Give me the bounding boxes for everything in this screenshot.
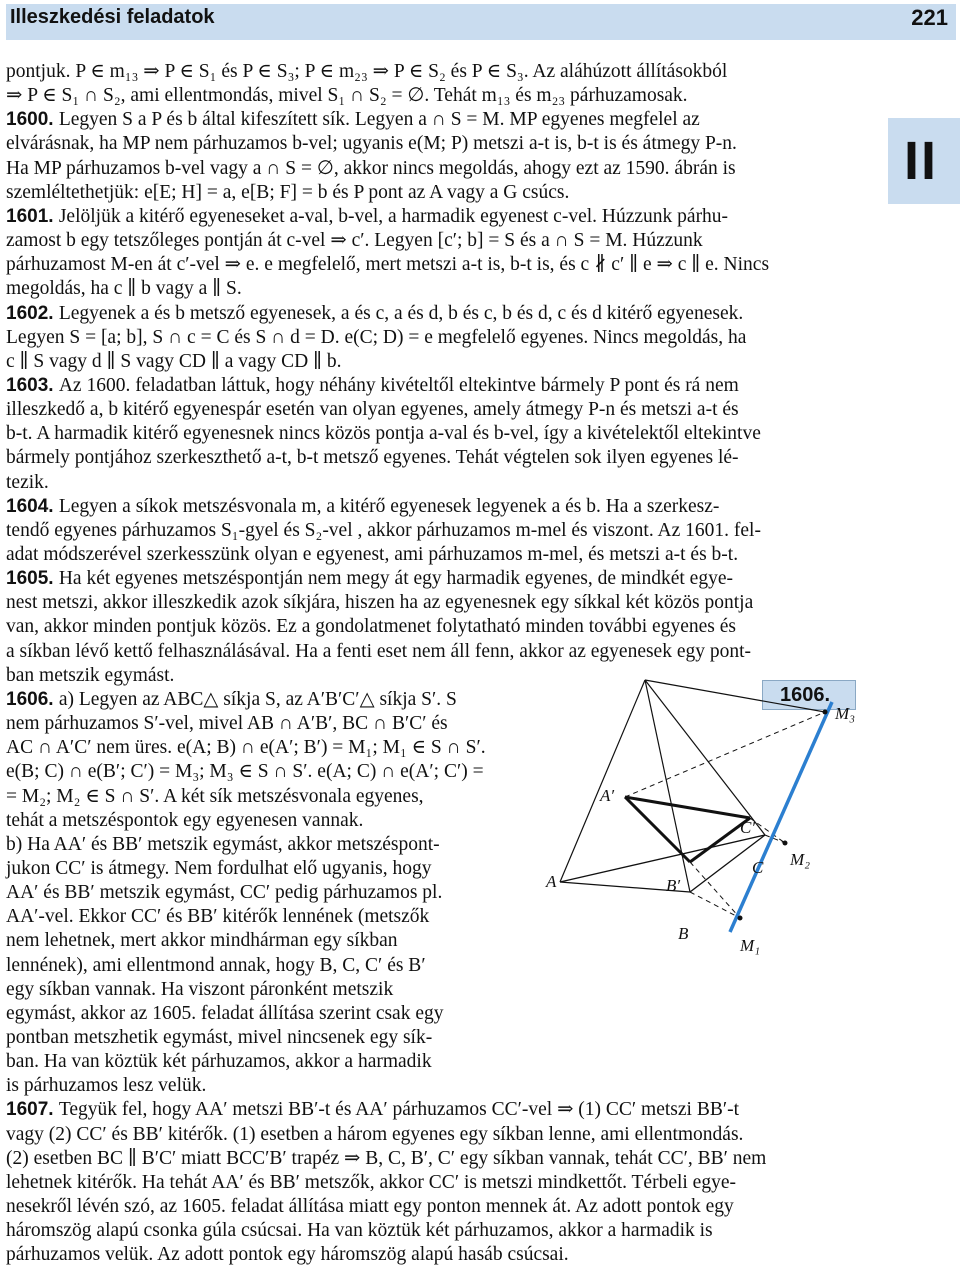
- text-line: egymást, akkor az 1605. feladat állítása szerint csak egy: [6, 1002, 444, 1024]
- point-m3: [823, 710, 828, 715]
- problem-text: Jelöljük a kitérő egyeneseket a-val, b-vel, a harmadik egyenest c-vel. Húzzunk párhu-: [58, 205, 729, 227]
- text-line: pontban metszhetik egymást, mivel nincsenek egy sík-: [6, 1027, 433, 1048]
- label-a-prime: A′: [600, 786, 615, 805]
- text-line: szemléltethetjük: e[E; H] = a, e[B; F] = b és P pont az A vagy a G csúcs.: [6, 181, 570, 203]
- text-line: [6, 205, 728, 229]
- text-line: is párhuzamos lesz velük.: [6, 1075, 207, 1097]
- label-m2: M₂: [790, 850, 811, 869]
- text-line: tendő egyenes párhuzamos S₁-gyel és S₂-vel , akkor párhuzamos m-mel és viszont. Az 1601. fel-: [6, 519, 761, 541]
- problem-number: 1601.: [6, 205, 59, 227]
- edge-apex-m3: [645, 680, 825, 712]
- problem-text: Tegyük fel, hogy AA′ metszi BB′-t és AA′ párhuzamos CC′-vel ⇒ (1) CC′ metszi BB′-t: [58, 1099, 740, 1121]
- text-line: bármely pontjához szerkeszthető a-t, b-t metsző egyenes. Tehát végtelen sok ilyen egyenes lé-: [6, 447, 739, 469]
- text-line: tezik.: [6, 471, 49, 493]
- point-m2: [783, 841, 788, 846]
- text-line: elvárásnak, ha MP nem párhuzamos b-vel; ugyanis e(M; P) metszi a-t is, b-t is és átmegy P-n.: [6, 133, 737, 155]
- label-m1: M₁: [740, 936, 761, 955]
- label-b: B: [678, 924, 689, 943]
- text-line: nem lehetnek, mert akkor mindhárman egy síkban: [6, 930, 398, 952]
- text-line: zamost b egy tetszőleges pontján át c-vel ⇒ c′. Legyen [c′; b] = S és a ∩ S = M. Húzzunk: [6, 230, 703, 252]
- problem-text: Ha két egyenes metszéspontján nem megy át egy harmadik egyenes, de mindkét egye-: [58, 568, 733, 590]
- text-line: AA′-vel. Ekkor CC′ és BB′ kitérők lennének (metszők: [6, 906, 430, 928]
- label-a: A: [546, 872, 557, 891]
- text-line: megoldás, ha c ∥ b vagy a ∥ S.: [6, 278, 242, 300]
- text-line: ban. Ha van köztük két párhuzamos, akkor a harmadik: [6, 1051, 432, 1073]
- text-line: a síkban lévő kettő felhasználásával. Ha a fenti eset nem áll fenn, akkor az egyenesek egy pont-: [6, 640, 752, 662]
- problem-text: Legyen a síkok metszésvonala m, a kitérő egyenesek legyenek a és b. Ha a szerkesz-: [58, 495, 720, 517]
- text-line: AA′ és BB′ metszik egymást, CC′ pedig párhuzamos pl.: [6, 882, 443, 904]
- text-line: nesekről lévén szó, az 1605. feladat állítása miatt egy ponton mennek át. Az adott pontok egy: [6, 1196, 734, 1218]
- label-c-prime: C′: [740, 818, 756, 837]
- text-line: ban metszik egymást.: [6, 664, 175, 686]
- text-line: ⇒ P ∈ S₁ ∩ S₂, ami ellentmondás, mivel S₁ ∩ S₂ = ∅. Tehát m₁₃ és m₂₃ párhuzamosak.: [6, 85, 688, 107]
- label-c: C: [752, 858, 764, 877]
- text-line: b) Ha AA′ és BB′ metszik egymást, akkor metszéspont-: [6, 833, 440, 855]
- problem-number: 1604.: [6, 495, 59, 517]
- ext-m1: [690, 892, 740, 918]
- text-line: párhuzamost M-en át c′-vel ⇒ e. e megfelelő, mert metszi a-t is, b-t is, és c ∦ c′ ∥ e ⇒ c ∥ e. Nincs: [6, 254, 770, 276]
- text-line: adat módszerével szerkesszünk olyan e egyenest, ami párhuzamos m-mel, és metszi a-t és b-t.: [6, 544, 739, 565]
- figure-diagram: [540, 660, 870, 990]
- text-line: [6, 567, 733, 591]
- text-line: lennének), ami ellentmond annak, hogy B, C, C′ és B′: [6, 954, 426, 976]
- text-line: Ha MP párhuzamos b-vel vagy a ∩ S = ∅, akkor nincs megoldás, ahogy ezt az 1590. ábrán is: [6, 157, 736, 179]
- text-line: c ∥ S vagy d ∥ S vagy CD ∥ a vagy CD ∥ b.: [6, 350, 342, 372]
- text-line: van, akkor minden pontjuk közös. Ez a gondolatmenet folytatható minden további egyenes és: [6, 616, 736, 638]
- text-line: [6, 688, 457, 712]
- text-line: egy síkban vannak. Ha viszont páronként metszik: [6, 978, 394, 1000]
- text-line: [6, 495, 719, 519]
- problem-number: 1606.: [6, 688, 59, 710]
- text-line: [6, 108, 700, 132]
- text-line: b-t. A harmadik kitérő egyenesnek nincs közös pontja a-val és b-vel, így a kivételektől eltekintve: [6, 423, 761, 445]
- text-line: nest metszi, akkor illeszkedik azok síkjára, hiszen ha az egyenesnek egy síkkal két közös pontja: [6, 592, 754, 614]
- label-m3: M₃: [835, 704, 856, 723]
- text-line: tehát a metszéspontok egy egyenesen vannak.: [6, 809, 364, 831]
- point-m1: [738, 916, 743, 921]
- edge-apex-a: [560, 680, 645, 882]
- text-line: illeszkedő a, b kitérő egyenespár esetén van olyan egyenes, amely átmegy P-n és metszi a-t és: [6, 399, 739, 421]
- page-number: 221: [911, 5, 948, 30]
- chapter-tab-label: II: [904, 131, 939, 191]
- problem-number: 1600.: [6, 109, 59, 131]
- problem-number: 1605.: [6, 568, 59, 590]
- figure-1606: [540, 660, 870, 990]
- text-line: [6, 1098, 739, 1122]
- text-line: vagy (2) CC′ és BB′ kitérők. (1) esetben a három egyenes egy síkban lenne, ami ellentmondás.: [6, 1123, 744, 1145]
- text-line: nem párhuzamos S′-vel, mivel AB ∩ A′B′, BC ∩ B′C′ és: [6, 713, 448, 735]
- text-line: = M₂; M₂ ∈ S ∩ S′. A két sík metszésvonala egyenes,: [6, 785, 424, 807]
- text-line: AC ∩ A′C′ nem üres. e(A; B) ∩ e(A′; B′) = M₁; M₁ ∈ S ∩ S′.: [6, 737, 486, 759]
- header-title: Illeszkedési feladatok: [10, 6, 215, 28]
- problem-number: 1602.: [6, 302, 59, 324]
- text-line: jukon CC′ is átmegy. Nem fordulhat elő ugyanis, hogy: [6, 857, 432, 879]
- label-b-prime: B′: [666, 876, 681, 895]
- text-line: [6, 302, 743, 326]
- problem-number: 1607.: [6, 1099, 59, 1121]
- text-line: e(B; C) ∩ e(B′; C′) = M₃; M₃ ∈ S ∩ S′. e(A; C) ∩ e(A′; C′) =: [6, 761, 484, 783]
- problem-text: Az 1600. feladatban láttuk, hogy néhány kivételtől eltekintve bármely P pont és rá nem: [58, 374, 739, 396]
- text-line: lehetnek kitérők. Ha tehát AA′ és BB′ metszők, akkor CC′ is metszi mindkettőt. Térbeli egye-: [6, 1171, 736, 1193]
- text-line: háromszög alapú csonka gúla csúcsai. Ha van köztük két párhuzamos, akkor a harmadik is: [6, 1220, 713, 1242]
- text-line: párhuzamos velük. Az adott pontok egy háromszög alapú hasáb csúcsai.: [6, 1244, 569, 1266]
- ext-m1b: [690, 862, 740, 918]
- problem-text: a) Legyen az ABC△ síkja S, az A′B′C′△ síkja S′. S: [58, 688, 457, 710]
- problem-text: Legyen S a P és b által kifeszített sík. Legyen a ∩ S = M. MP egyenes megfelel az: [58, 109, 700, 131]
- text-line: (2) esetben BC ∥ B′C′ miatt BCC′B′ trapéz ⇒ B, C, B′, C′ egy síkban vannak, tehát CC′, BB′ nem: [6, 1147, 767, 1169]
- problem-number: 1603.: [6, 374, 59, 396]
- text-line: pontjuk. P ∈ m₁₃ ⇒ P ∈ S₁ és P ∈ S₃; P ∈ m₂₃ ⇒ P ∈ S₂ és P ∈ S₃. Az aláhúzott állításokból: [6, 61, 728, 82]
- text-line: Legyen S = [a; b], S ∩ c = C és S ∩ d = D. e(C; D) = e megfelelő egyenes. Nincs megoldás, ha: [6, 326, 747, 348]
- text-line: [6, 374, 739, 398]
- problem-text: Legyenek a és b metsző egyenesek, a és c, a és d, b és c, b és d, c és d kitérő egyenesek.: [58, 302, 744, 324]
- figure-label: 1606.: [780, 684, 831, 706]
